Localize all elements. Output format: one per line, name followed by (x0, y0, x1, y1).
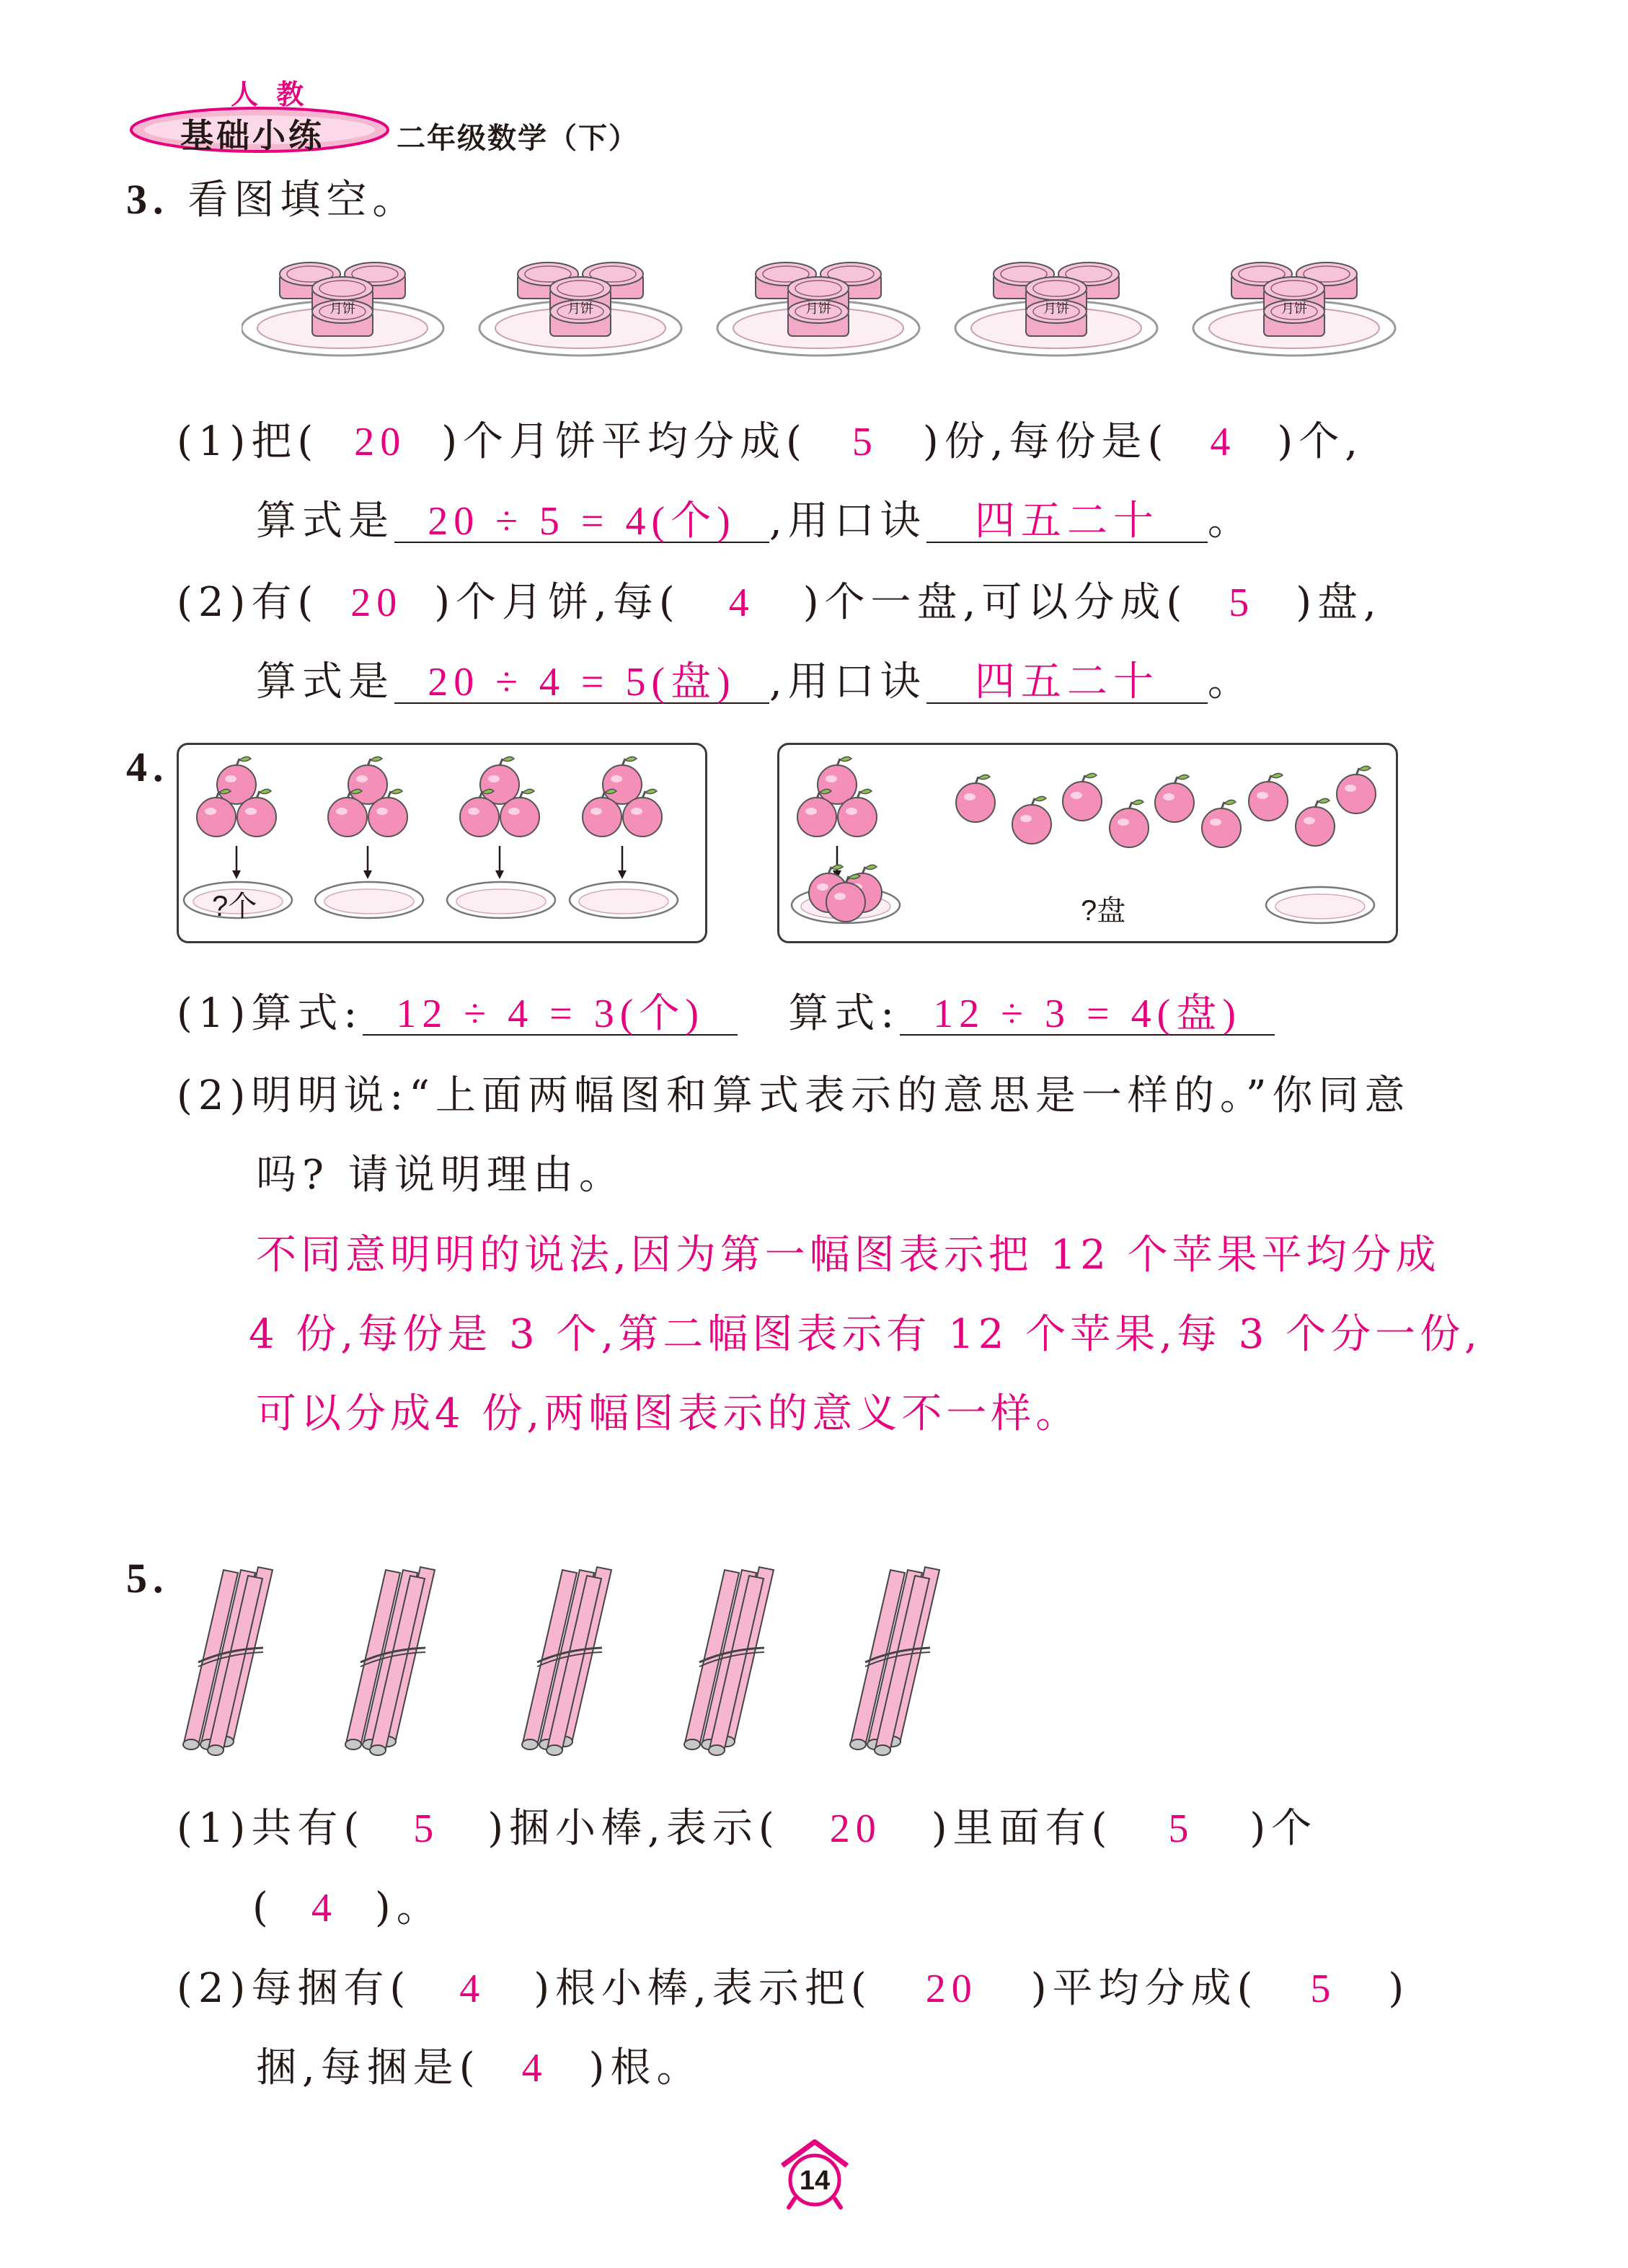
q4-p2-answer-line1[interactable]: 不同意明明的说法,因为第一幅图表示把 12 个苹果平均分成 (256, 1232, 1441, 1279)
q4-p1-formula2-answer[interactable]: 12 ÷ 3 = 4(盘) (900, 994, 1275, 1036)
header-series: 基础小练 (180, 116, 324, 155)
q3-p2-line2: 算式是 20 ÷ 4 = 5(盘) ,用口诀 四五二十 。 (256, 658, 1254, 705)
q3-p2-line1: (2)有( 20 )个月饼,每( 4 )个一盘,可以分成( 5 )盘, (177, 579, 1382, 626)
q5-p2-line1: (2)每捆有( 4 )根小棒,表示把( 20 )平均分成( 5 ) (177, 1965, 1410, 2012)
q3-p1-line1: (1)把( 20 )个月饼平均分成( 5 )份,每份是( 4 )个, (177, 418, 1364, 465)
q3-p2-answer1[interactable]: 20 (350, 581, 403, 625)
q3-p2-answer3[interactable]: 5 (1229, 581, 1255, 625)
q4-p2-question-line1: (2)明明说:“上面两幅图和算式表示的意思是一样的。”你同意 (177, 1072, 1411, 1119)
q5-p2-answer1[interactable]: 4 (459, 1967, 486, 2011)
q4-p2-answer-line3[interactable]: 可以分成4 份,两幅图表示的意义不一样。 (256, 1390, 1081, 1437)
q5-p1-line1: (1)共有( 5 )捆小棒,表示( 20 )里面有( 5 )个 (177, 1805, 1318, 1852)
mooncake-label: 月饼 (1043, 301, 1069, 317)
q3-p2-rhyme-answer[interactable]: 四五二十 (926, 662, 1208, 704)
q3-p1-answer3[interactable]: 4 (1210, 420, 1237, 464)
q4-p2-question-line2: 吗? 请说明理由。 (256, 1152, 625, 1199)
q4-p1-formula1-answer[interactable]: 12 ÷ 4 = 3(个) (363, 994, 738, 1036)
mooncake-label: 月饼 (805, 301, 831, 317)
q4-number-row: 4. (126, 744, 169, 790)
header-grade-subject: 二年级数学（下） (397, 122, 639, 155)
q3-p1-answer1[interactable]: 20 (354, 420, 407, 464)
q5-p2-answer4[interactable]: 4 (521, 2046, 548, 2091)
q4-left-plate-label: ?个 (212, 891, 257, 922)
q4-p1-line: (1)算式: 12 ÷ 4 = 3(个) 算式: 12 ÷ 3 = 4(盘) (177, 994, 1275, 1036)
q3-p1-answer2[interactable]: 5 (851, 420, 878, 464)
q5-p1-answer1[interactable]: 5 (413, 1806, 440, 1851)
q3-p1-line2: 算式是 20 ÷ 5 = 4(个) ,用口诀 四五二十 。 (256, 498, 1254, 544)
mooncake-label: 月饼 (1281, 301, 1307, 317)
q3-title: 看图填空。 (187, 177, 419, 224)
q5-p1-answer2[interactable]: 20 (829, 1806, 882, 1851)
q3-p2-answer2[interactable]: 4 (728, 581, 755, 625)
apples-to-plates-illustration (179, 745, 705, 941)
stick-bundles-illustration (169, 1554, 941, 1756)
q4-right-plate-label: ?盘 (1081, 895, 1126, 927)
q3-mooncake-figure (242, 252, 1417, 361)
page-number-badge (771, 2138, 858, 2210)
q5-number: 5 (126, 1555, 153, 1602)
q4-left-figure (177, 743, 707, 943)
q5-p2-line2: 捆,每捆是( 4 )根。 (256, 2044, 703, 2091)
page-number: 14 (799, 2166, 831, 2196)
q5-p1-answer3[interactable]: 5 (1168, 1806, 1195, 1851)
q5-p2-answer2[interactable]: 20 (925, 1967, 978, 2011)
header-publisher: 人 教 (231, 79, 309, 110)
q4-right-figure (777, 743, 1398, 943)
q3-number: 3 (126, 176, 153, 223)
q4-p2-answer-line2[interactable]: 4 份,每份是 3 个,第二幅图表示有 12 个苹果,每 3 个分一份, (249, 1311, 1482, 1358)
q5-number-row: 5. (126, 1555, 169, 1602)
q3-title-row: 3. 看图填空。 (126, 176, 419, 224)
q3-p1-rhyme-answer[interactable]: 四五二十 (926, 501, 1208, 543)
q5-stick-bundles-figure (169, 1554, 941, 1756)
q5-p1-line2: ( 4 )。 (252, 1884, 443, 1931)
mooncake-label: 月饼 (329, 301, 355, 317)
q3-p2-formula-answer[interactable]: 20 ÷ 4 = 5(盘) (394, 662, 769, 704)
header (123, 72, 642, 159)
q3-p1-formula-answer[interactable]: 20 ÷ 5 = 4(个) (394, 501, 769, 543)
q5-p2-answer3[interactable]: 5 (1310, 1967, 1337, 2011)
mooncake-label: 月饼 (567, 301, 593, 317)
q5-p1-answer4[interactable]: 4 (311, 1886, 337, 1931)
q4-number: 4 (126, 744, 153, 790)
